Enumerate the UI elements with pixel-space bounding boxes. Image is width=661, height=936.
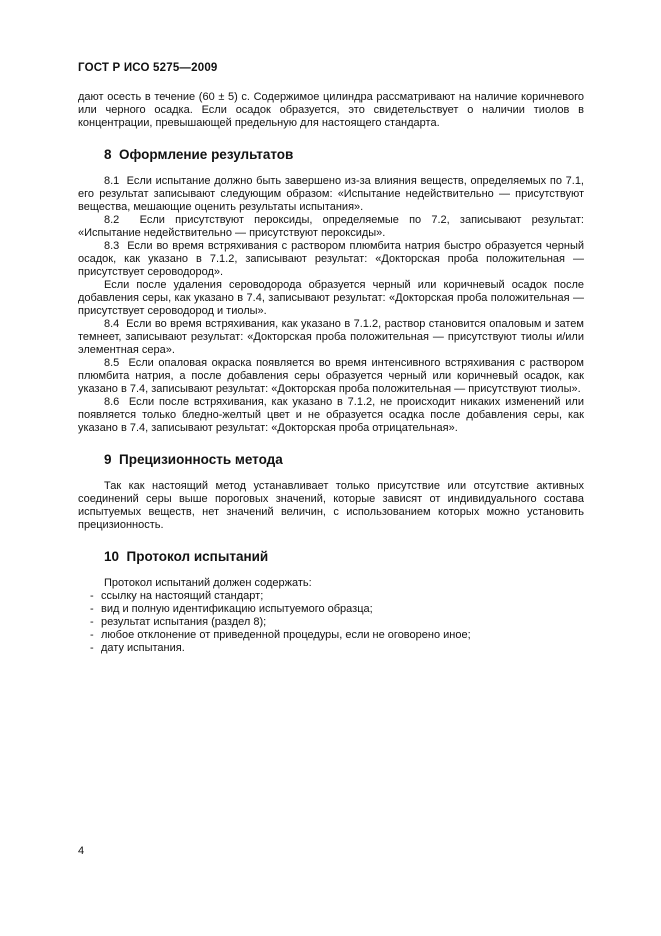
- dash-marker: -: [90, 629, 94, 641]
- document-header: ГОСТ Р ИСО 5275—2009: [78, 62, 218, 74]
- paragraph-8-4: 8.4 Если во время встряхивания, как указано в 7.1.2, раствор становится опаловым и затем темнеет, записывают результат: «Докторская проба положительная — присутствуют тиолы и/или элементная сера».: [78, 318, 584, 356]
- section-8-title: 8 Оформление результатов: [104, 147, 294, 162]
- list-item: [90, 603, 584, 616]
- section-10-title: 10 Протокол испытаний: [104, 549, 269, 564]
- list-item: [90, 642, 584, 655]
- paragraph-10-lead: Протокол испытаний должен содержать:: [104, 577, 312, 589]
- list-item: [90, 590, 584, 603]
- dash-marker: -: [90, 616, 94, 628]
- list-item-text: любое отклонение от приведенной процедуры, если не оговорено иное;: [101, 629, 471, 641]
- dash-marker: -: [90, 590, 94, 602]
- section-9-title: 9 Прецизионность метода: [104, 452, 283, 467]
- list-item-text: результат испытания (раздел 8);: [101, 616, 267, 628]
- paragraph-8-6: 8.6 Если после встряхивания, как указано в 7.1.2, не происходит никаких изменений или появляется только бледно-желтый цвет и не образуется осадка после добавления серы, как указано в 7.4, записывают результат: «Докторская проба отрицательная».: [78, 396, 584, 434]
- dash-marker: -: [90, 642, 94, 654]
- intro-paragraph: дают осесть в течение (60 ± 5) с. Содержимое цилиндра рассматривают на наличие коричневого или черного осадка. Если осадок образуется, это свидетельствует о наличии тиолов в концентрации, превышающей предельную для настоящего стандарта.: [78, 91, 584, 129]
- list-item-text: ссылку на настоящий стандарт;: [101, 590, 264, 602]
- paragraph-8-3: 8.3 Если во время встряхивания с раствором плюмбита натрия быстро образуется черный осадок, как указано в 7.1.2, записывают результат: «Докторская проба положительная — присутствует сероводород».: [78, 240, 584, 278]
- dash-marker: -: [90, 603, 94, 615]
- report-contents-list: [90, 590, 584, 655]
- list-item: [90, 629, 584, 642]
- paragraph-8-2: 8.2 Если присутствуют пероксиды, определяемые по 7.2, записывают результат: «Испытание недействительно — присутствуют пероксиды».: [78, 214, 584, 239]
- page-number: 4: [78, 845, 85, 857]
- list-item: [90, 616, 584, 629]
- paragraph-8-3-continued: Если после удаления сероводорода образуется черный или коричневый осадок после добавления серы, как указано в 7.4, записывают результат: «Докторская проба положительная — присутствует сероводород и тиолы».: [78, 279, 584, 317]
- paragraph-8-1: 8.1 Если испытание должно быть завершено из-за влияния веществ, определяемых по 7.1, его результат записывают следующим образом: «Испытание недействительно — присутствуют вещества, мешающие оценить результаты испытания».: [78, 175, 584, 213]
- list-item-text: вид и полную идентификацию испытуемого образца;: [101, 603, 373, 615]
- document-content: [78, 62, 584, 655]
- paragraph-8-5: 8.5 Если опаловая окраска появляется во время интенсивного встряхивания с раствором плюмбита натрия, а после добавления серы образуется черный или коричневый осадок, как указано в 7.4, записывают результат: «Докторская проба положительная — присутствуют тиолы».: [78, 357, 584, 395]
- paragraph-9-1: Так как настоящий метод устанавливает только присутствие или отсутствие активных соединений серы выше пороговых значений, которые зависят от индивидуального состава испытуемых веществ, нет значений величин, с использованием которых можно установить прецизионность.: [78, 480, 584, 531]
- list-item-text: дату испытания.: [101, 642, 185, 654]
